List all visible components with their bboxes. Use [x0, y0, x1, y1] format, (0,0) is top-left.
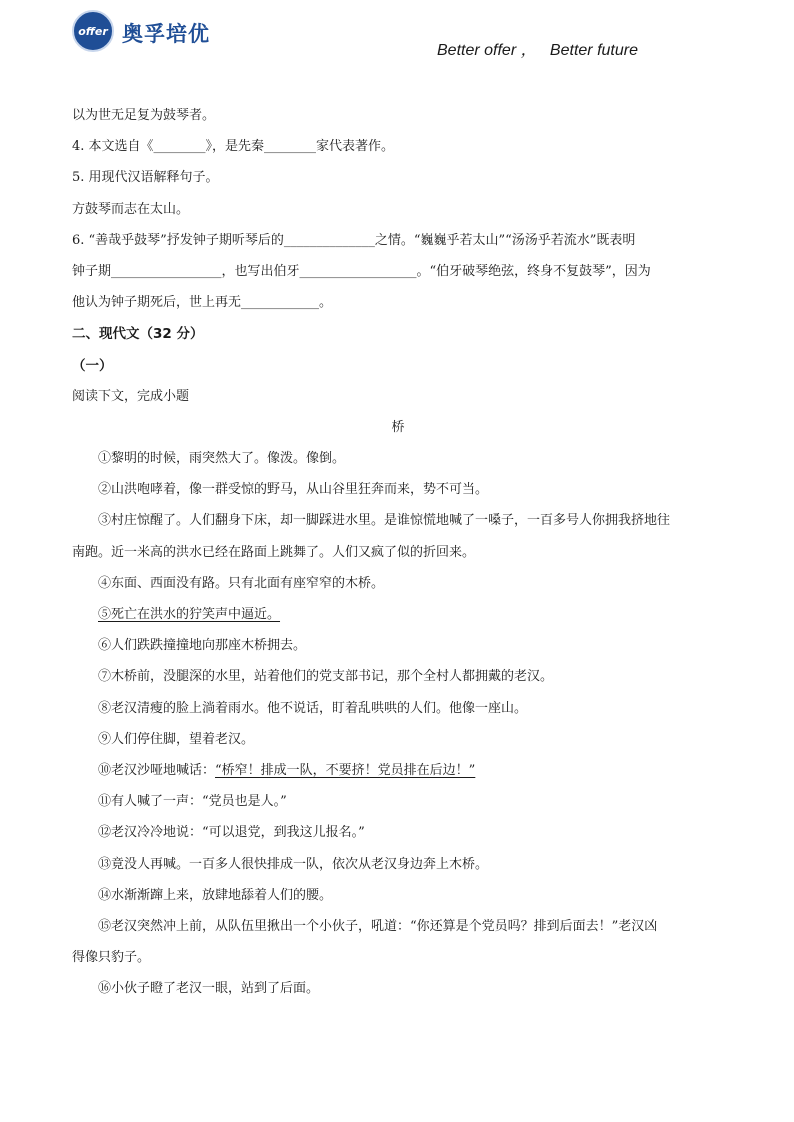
paragraph-10-lead: ⑩老汉沙哑地喊话： [98, 762, 216, 778]
reading-instruction: 阅读下文，完成小题 [72, 388, 190, 404]
logo-badge-text: offer [78, 24, 108, 38]
page-header [0, 0, 794, 70]
paragraph-13: ⑬竟没人再喊。一百多人很快排成一队，依次从老汉身边奔上木桥。 [98, 856, 489, 872]
paragraph-3-line-1: ③村庄惊醒了。人们翻身下床，却一脚踩进水里。是谁惊慌地喊了一嗓子，一百多号人你拥我挤地往 [98, 513, 671, 529]
paragraph-3-line-2: 南跑。近一米高的洪水已经在路面上跳舞了。人们又疯了似的折回来。 [72, 544, 476, 560]
underlined-sentence: ⑤死亡在洪水的狞笑声中逼近。 [98, 607, 281, 622]
section-heading: 二、现代文（32 分） [72, 326, 204, 343]
paragraph-11: ⑪有人喊了一声：“党员也是人。” [98, 794, 287, 810]
paragraph-16: ⑯小伙子瞪了老汉一眼，站到了后面。 [98, 981, 320, 997]
question-5: 5. 用现代汉语解释句子。 [72, 170, 219, 186]
paragraph-8: ⑧老汉清瘦的脸上淌着雨水。他不说话，盯着乱哄哄的人们。他像一座山。 [98, 700, 528, 716]
question-6-line-3: 他认为钟子期死后，世上再无____________。 [72, 295, 333, 311]
question-5-sentence: 方鼓琴而志在太山。 [72, 201, 190, 217]
story-title: 桥 [391, 419, 405, 435]
paragraph-9: ⑨人们停住脚，望着老汉。 [98, 731, 255, 747]
paragraph-14: ⑭水渐渐蹿上来，放肆地舔着人们的腰。 [98, 887, 333, 903]
offer-logo-icon [72, 10, 114, 52]
paragraph-15-line-2: 得像只豹子。 [72, 950, 151, 966]
question-6-line-2: 钟子期_________________，也写出伯牙__________________。“伯牙破琴绝弦，终身不复鼓琴”，因为 [72, 263, 651, 279]
underlined-quote: “桥窄！排成一队，不要挤！党员排在后边！” [215, 762, 476, 778]
slogan: Better offer ， Better future [437, 42, 638, 59]
paragraph-6: ⑥人们跌跌撞撞地向那座木桥拥去。 [98, 638, 307, 654]
paragraph-1: ①黎明的时候，雨突然大了。像泼。像倒。 [98, 451, 346, 467]
text-line: 以为世无足复为鼓琴者。 [72, 108, 216, 123]
part-heading: （一） [72, 357, 113, 374]
question-6-line-1: 6. “善哉乎鼓琴”抒发钟子期听琴后的______________之情。“巍巍乎若太山”“汤汤乎若流水”既表明 [72, 232, 636, 248]
paragraph-4: ④东面、西面没有路。只有北面有座窄窄的木桥。 [98, 575, 385, 591]
document-body [72, 106, 724, 1010]
paragraph-15-line-1: ⑮老汉突然冲上前，从队伍里揪出一个小伙子，吼道：“你还算是个党员吗？排到后面去！”老汉凶 [98, 918, 658, 934]
question-4: 4. 本文选自《________》，是先秦________家代表著作。 [72, 139, 395, 155]
paragraph-7: ⑦木桥前，没腿深的水里，站着他们的党支部书记，那个全村人都拥戴的老汉。 [98, 669, 554, 685]
paragraph-10 [72, 761, 724, 781]
paragraph-12: ⑫老汉冷冷地说：“可以退党，到我这儿报名。” [98, 825, 365, 841]
brand-name: 奥孚培优 [122, 22, 210, 46]
paragraph-5 [72, 605, 724, 625]
paragraph-2: ②山洪咆哮着，像一群受惊的野马，从山谷里狂奔而来，势不可当。 [98, 482, 489, 498]
